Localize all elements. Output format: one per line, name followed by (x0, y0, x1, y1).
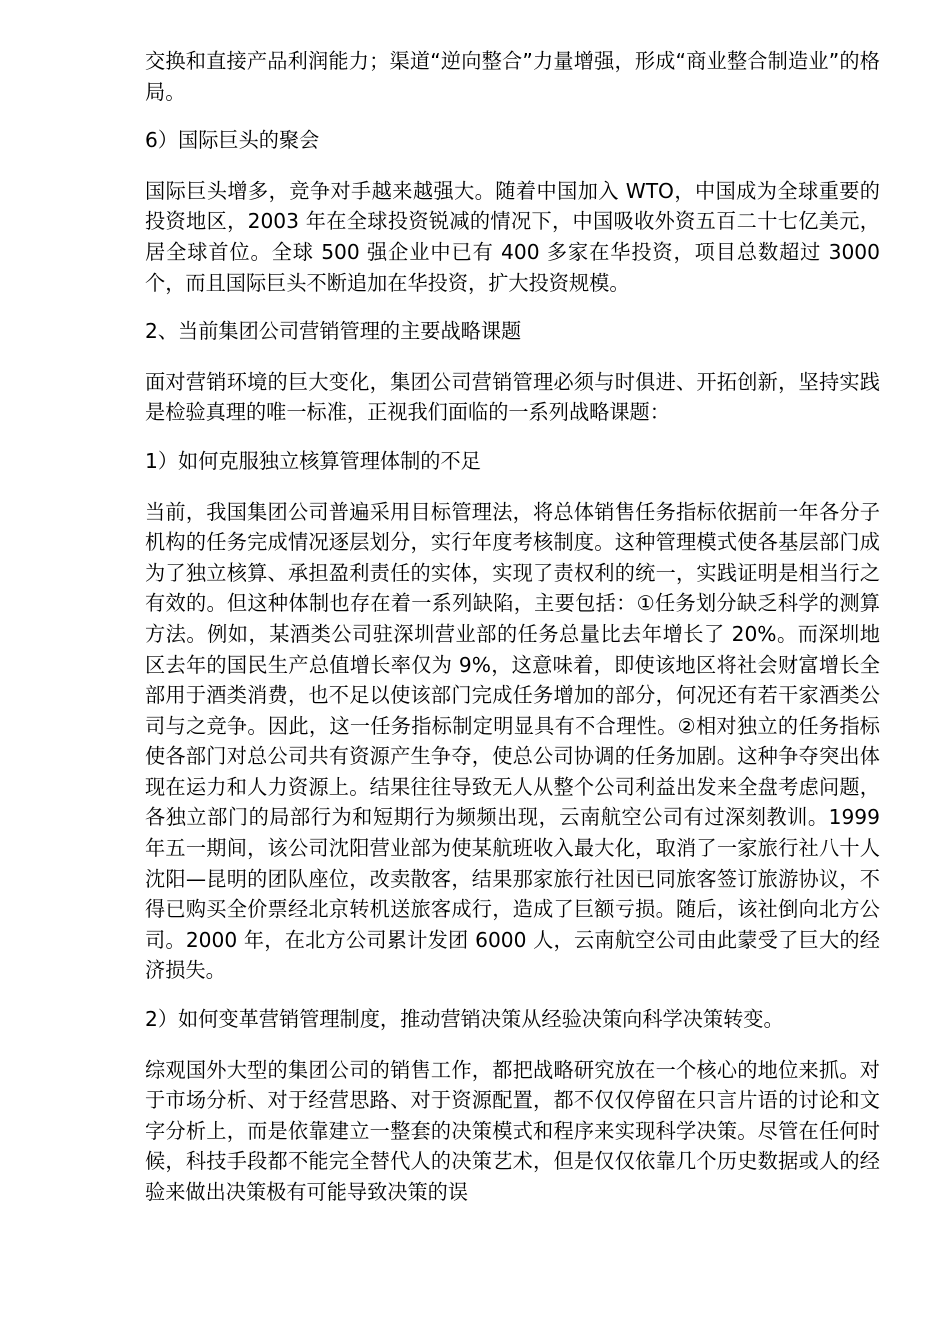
paragraph-strategic-topics: 面对营销环境的巨大变化，集团公司营销管理必须与时俱进、开拓创新，坚持实践是检验真理的唯一标准，正视我们面临的一系列战略课题： (145, 369, 880, 425)
paragraph-channel-integration: 交换和直接产品利润能力；渠道“逆向整合”力量增强，形成“商业整合制造业”的格局。 (145, 49, 880, 104)
document-page (145, 46, 880, 1208)
paragraph-international-giants: 国际巨头增多，竞争对手越来越强大。随着中国加入 WTO，中国成为全球重要的投资地区，2003 年在全球投资锐减的情况下，中国吸收外资五百二十七亿美元，居全球首位。全球 500 强企业中已有 400 多家在华投资，项目总数超过 3000 个，而且国际巨头不断追加在华投资，扩大投资规模。 (145, 178, 880, 295)
heading-marketing-reform: 2）如何变革营销管理制度，推动营销决策从经验决策向科学决策转变。 (145, 1007, 784, 1032)
heading-independent-accounting: 1）如何克服独立核算管理体制的不足 (145, 448, 481, 473)
heading-strategic-topics: 2、当前集团公司营销管理的主要战略课题 (145, 319, 522, 344)
paragraph-marketing-reform: 综观国外大型的集团公司的销售工作，都把战略研究放在一个核心的地位来抓。对于市场分析、对于经营思路、对于资源配置，都不仅仅停留在只言片语的讨论和文字分析上，而是依靠建立一整套的决策模式和程序来实现科学决策。尽管在任何时候，科技手段都不能完全替代人的决策艺术，但是仅仅依靠几个历史数据或人的经验来做出决策极有可能导致决策的误 (145, 1057, 880, 1204)
heading-international-giants: 6）国际巨头的聚会 (145, 128, 320, 153)
paragraph-independent-accounting: 当前，我国集团公司普遍采用目标管理法，将总体销售任务指标依据前一年各分子机构的任务完成情况逐层划分，实行年度考核制度。这种管理模式使各基层部门成为了独立核算、承担盈利责任的实体，实现了责权利的统一，实践证明是相当行之有效的。但这种体制也存在着一系列缺陷，主要包括：①任务划分缺乏科学的测算方法。例如，某酒类公司驻深圳营业部的任务总量比去年增长了 20%。而深圳地区去年的国民生产总值增长率仅为 9%，这意味着，即使该地区将社会财富增长全部用于酒类消费，也不足以使该部门完成任务增加的部分，何况还有若干家酒类公司与之竞争。因此，这一任务指标制定明显具有不合理性。②相对独立的任务指标使各部门对总公司共有资源产生争夺，使总公司协调的任务加剧。这种争夺突出体现在运力和人力资源上。结果往往导致无人从整个公司利益出发来全盘考虑问题，各独立部门的局部行为和短期行为频频出现，云南航空公司有过深刻教训。1999 年五一期间，该公司沈阳营业部为使某航班收入最大化，取消了一家旅行社八十人沈阳—昆明的团队座位，改卖散客，结果那家旅行社因已同旅客签订旅游协议，不得已购买全价票经北京转机送旅客成行，造成了巨额亏损。随后，该社倒向北方公司。2000 年，在北方公司累计发团 6000 人，云南航空公司由此蒙受了巨大的经济损失。 (145, 499, 880, 983)
